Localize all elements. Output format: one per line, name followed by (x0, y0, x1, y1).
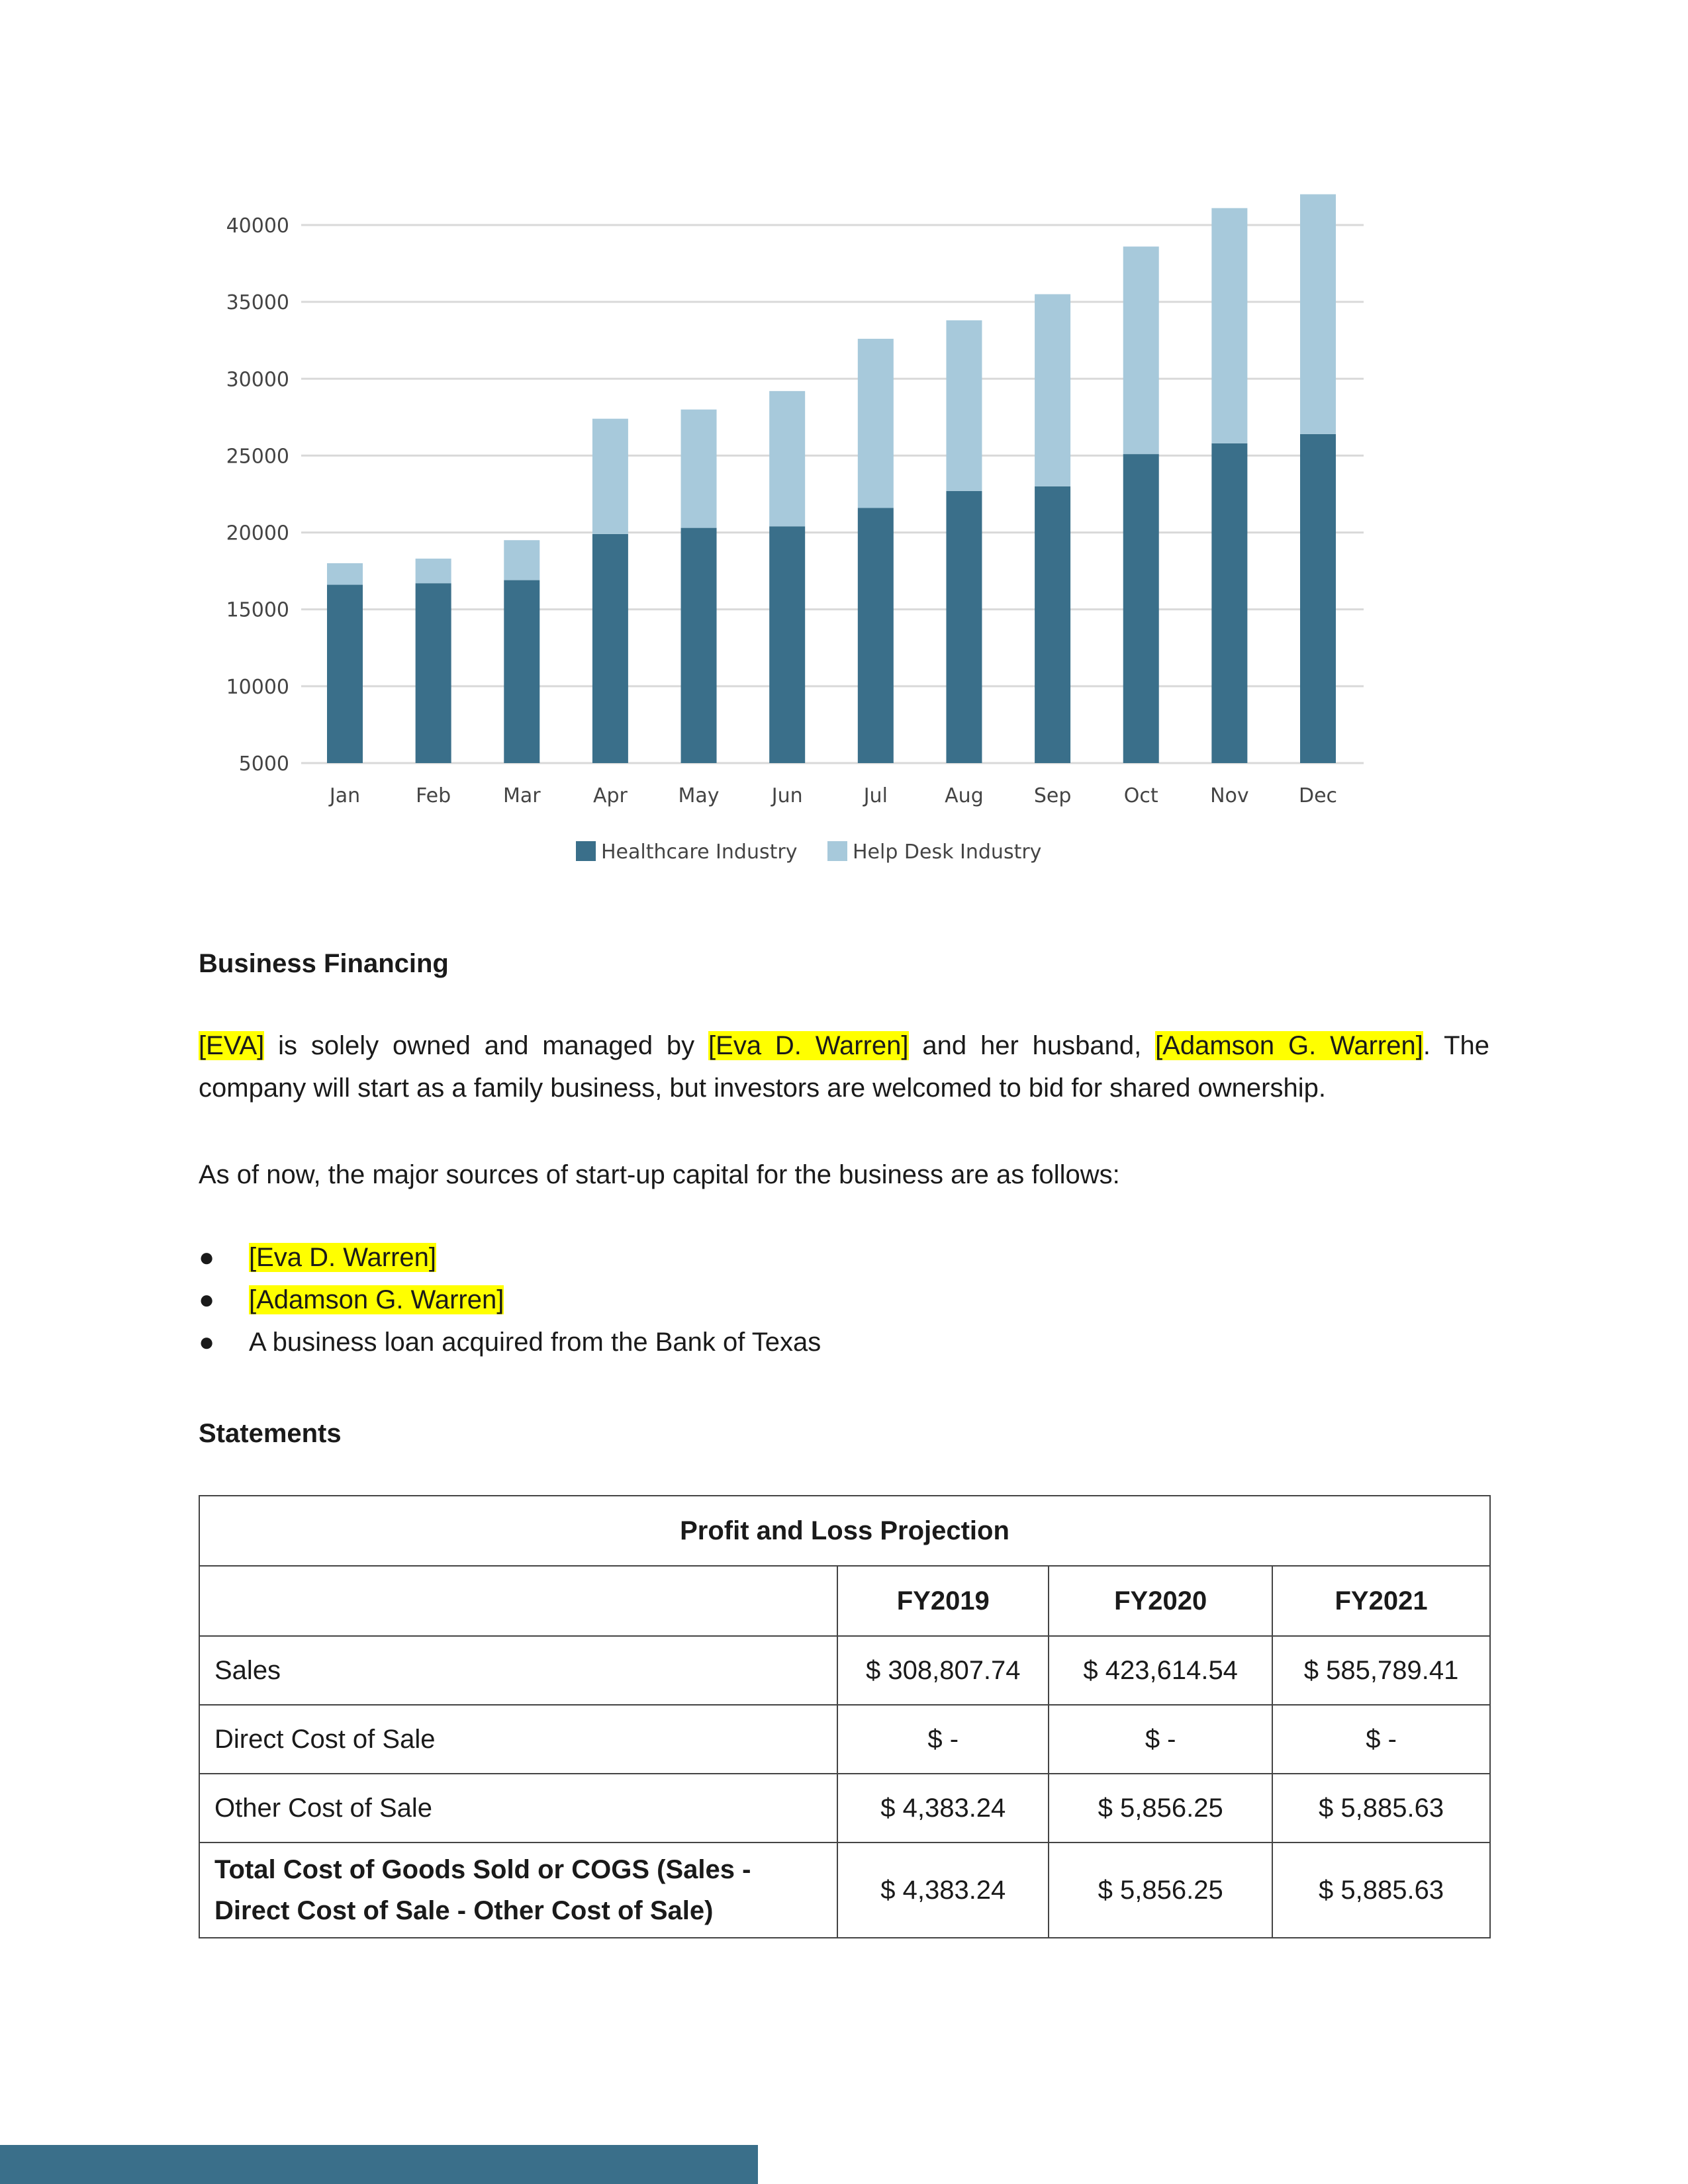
bar-segment (327, 563, 363, 585)
list-item (199, 1279, 821, 1321)
business-financing-heading: Business Financing (199, 949, 449, 978)
bar-segment (1211, 443, 1247, 763)
bar-segment (946, 491, 982, 763)
bar-segment (327, 585, 363, 763)
y-tick-label: 5000 (238, 752, 289, 776)
row-label: Sales (199, 1636, 837, 1705)
x-tick-label: Nov (1210, 784, 1249, 807)
table-header-row (199, 1566, 1490, 1636)
row-label: Total Cost of Goods Sold or COGS (Sales - Direct Cost of Sale - Other Cost of Sale) (199, 1843, 837, 1938)
table-title-row (199, 1496, 1490, 1566)
cell-value: $ - (837, 1705, 1049, 1774)
bar-segment (1300, 434, 1336, 763)
capital-sources-list (199, 1236, 821, 1363)
row-label: Direct Cost of Sale (199, 1705, 837, 1774)
footer-bar (0, 2145, 758, 2184)
bullet: ● (199, 1328, 215, 1357)
source-label: [Adamson G. Warren] (249, 1285, 504, 1314)
legend-label: Help Desk Industry (853, 841, 1042, 864)
owner-placeholder-2: [Adamson G. Warren] (1155, 1031, 1423, 1060)
capital-sources-intro: As of now, the major sources of start-up capital for the business are as follows: (199, 1160, 1120, 1189)
table-row (199, 1774, 1490, 1843)
x-tick-label: Sep (1033, 784, 1072, 807)
cell-value: $ 308,807.74 (837, 1636, 1049, 1705)
bar-segment (416, 559, 451, 583)
list-item (199, 1236, 821, 1279)
y-tick-label: 35000 (226, 291, 289, 315)
x-tick-label: Aug (945, 784, 984, 807)
bar-segment (592, 534, 628, 763)
x-tick-label: Mar (502, 784, 541, 807)
cell-value: $ - (1049, 1705, 1272, 1774)
y-tick-label: 30000 (226, 368, 289, 392)
bar-segment (592, 419, 628, 534)
legend-swatch (827, 841, 847, 861)
bullet: ● (199, 1243, 215, 1272)
x-tick-label: Apr (592, 784, 628, 807)
bar-segment (1300, 195, 1336, 434)
column-header: FY2021 (1272, 1566, 1490, 1636)
y-tick-label: 25000 (226, 445, 289, 469)
bar-segment (1211, 208, 1247, 443)
bar-segment (858, 508, 894, 763)
table-row (199, 1705, 1490, 1774)
y-tick-label: 40000 (226, 214, 289, 238)
y-tick-label: 15000 (226, 598, 289, 622)
bar-segment (504, 540, 539, 580)
table-row (199, 1636, 1490, 1705)
bar-segment (769, 526, 805, 763)
x-tick-label: May (678, 784, 720, 807)
owner-placeholder-1: [Eva D. Warren] (708, 1031, 909, 1060)
statements-heading: Statements (199, 1419, 342, 1448)
bar-segment (416, 583, 451, 763)
bar-segment (681, 410, 717, 528)
cell-value: $ 5,856.25 (1049, 1774, 1272, 1843)
stacked-bar-chart (0, 0, 1688, 927)
row-label: Other Cost of Sale (199, 1774, 837, 1843)
column-header (199, 1566, 837, 1636)
x-tick-label: Jul (863, 784, 888, 807)
x-tick-label: Dec (1298, 784, 1338, 807)
paragraph-text: and her husband, (908, 1031, 1156, 1060)
x-tick-label: Oct (1123, 784, 1158, 807)
bullet: ● (199, 1285, 215, 1314)
bar-segment (1123, 454, 1159, 763)
ownership-paragraph (199, 1024, 1489, 1109)
x-tick-label: Jun (771, 784, 803, 807)
legend-label: Healthcare Industry (601, 841, 798, 864)
bar-segment (946, 320, 982, 491)
column-header: FY2020 (1049, 1566, 1272, 1636)
table-title: Profit and Loss Projection (199, 1496, 1490, 1566)
legend-swatch (576, 841, 596, 861)
cell-value: $ 423,614.54 (1049, 1636, 1272, 1705)
revenue-chart (0, 0, 1688, 927)
list-item (199, 1321, 821, 1363)
paragraph-text: is solely owned and managed by (264, 1031, 709, 1060)
table-row (199, 1843, 1490, 1938)
cell-value: $ 4,383.24 (837, 1843, 1049, 1938)
y-tick-label: 10000 (226, 675, 289, 699)
x-tick-label: Jan (329, 784, 361, 807)
cell-value: $ 585,789.41 (1272, 1636, 1490, 1705)
cell-value: $ 5,885.63 (1272, 1774, 1490, 1843)
y-tick-label: 20000 (226, 522, 289, 545)
paragraph-text: . The company will start as a family business, but investors are welcomed to bid for shared ownership. (199, 1031, 1490, 1103)
bar-segment (1035, 486, 1070, 763)
company-placeholder: [EVA] (199, 1031, 265, 1060)
bar-segment (504, 580, 539, 763)
source-label: A business loan acquired from the Bank of Texas (249, 1328, 821, 1357)
cell-value: $ 4,383.24 (837, 1774, 1049, 1843)
bar-segment (1035, 295, 1070, 486)
cell-value: $ 5,885.63 (1272, 1843, 1490, 1938)
column-header: FY2019 (837, 1566, 1049, 1636)
bar-segment (858, 339, 894, 508)
source-label: [Eva D. Warren] (249, 1243, 437, 1272)
x-tick-label: Feb (416, 784, 451, 807)
bar-segment (1123, 247, 1159, 455)
cell-value: $ 5,856.25 (1049, 1843, 1272, 1938)
cell-value: $ - (1272, 1705, 1490, 1774)
profit-loss-table (199, 1495, 1491, 1938)
bar-segment (681, 528, 717, 763)
bar-segment (769, 391, 805, 526)
